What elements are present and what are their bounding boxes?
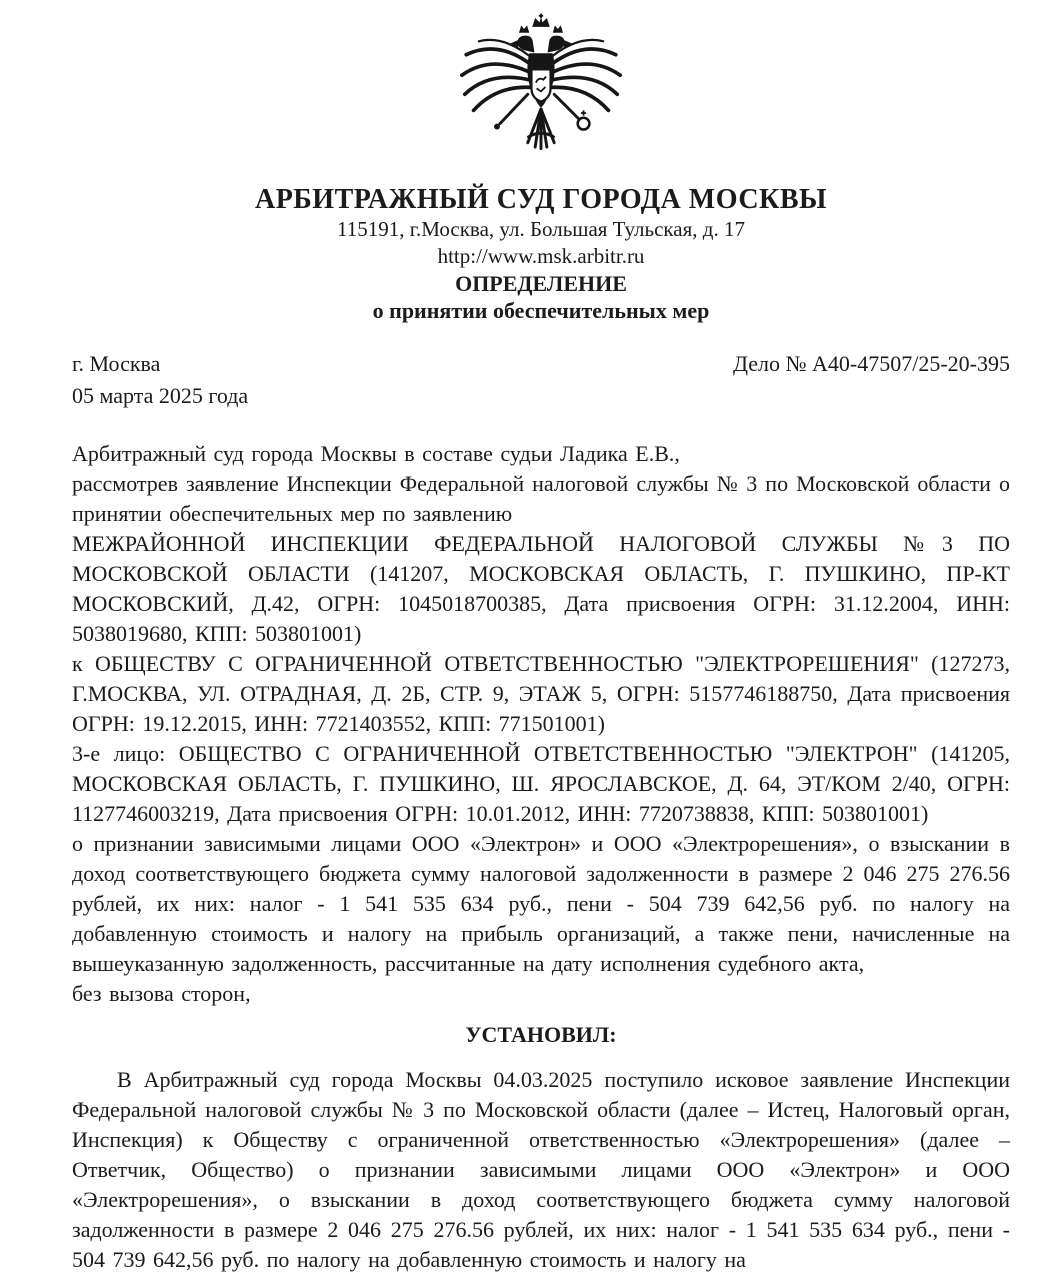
intro-section	[72, 439, 1010, 1009]
court-address: 115191, г.Москва, ул. Большая Тульская, д. 17	[337, 217, 745, 241]
intro-paragraph-judge: Арбитражный суд города Москвы в составе судьи Ладика Е.В.,	[72, 441, 680, 466]
intro-paragraph-application: рассмотрев заявление Инспекции Федеральной налоговой службы № 3 по Московской области о принятии обеспечительных мер по заявлению	[72, 471, 1010, 526]
intro-paragraph-claimant: МЕЖРАЙОННОЙ ИНСПЕКЦИИ ФЕДЕРАЛЬНОЙ НАЛОГОВОЙ СЛУЖБЫ №3 ПО МОСКОВСКОЙ ОБЛАСТИ (141207, МОСКОВСКАЯ ОБЛАСТЬ, Г. ПУШКИНО, ПР-КТ МОСКОВСКИЙ, Д.42, ОГРН: 1045018700385, Дата присвоения ОГРН: 31.12.2004, ИНН: 5038019680, КПП: 503801001)	[72, 531, 1010, 646]
case-city: г. Москва	[72, 351, 161, 376]
coat-of-arms-russia-icon	[72, 12, 1010, 162]
case-header-row	[72, 351, 1010, 409]
ruling-paragraph: В Арбитражный суд города Москвы 04.03.2025 поступило исковое заявление Инспекции Федеральной налоговой службы № 3 по Московской области (далее – Истец, Налоговый орган, Инспекция) к Обществу с ограниченной ответственностью «Электрорешения» (далее – Ответчик, Общество) о признании зависимыми лицами ООО «Электрон» и ООО «Электрорешения», о взыскании в доход соответствующего бюджета сумму налоговой задолженности в размере 2 046 275 276.56 рублей, их них: налог - 1 541 535 634 руб., пени - 504 739 642,56 руб. по налогу на добавленную стоимость и налогу на	[72, 1067, 1010, 1272]
court-name: АРБИТРАЖНЫЙ СУД ГОРОДА МОСКВЫ	[254, 184, 828, 215]
intro-paragraph-without-parties: без вызова сторон,	[72, 981, 251, 1006]
intro-paragraph-respondent: к ОБЩЕСТВУ С ОГРАНИЧЕННОЙ ОТВЕТСТВЕННОСТЬЮ "ЭЛЕКТРОРЕШЕНИЯ" (127273, Г.МОСКВА, УЛ. ОТРАДНАЯ, Д. 2Б, СТР. 9, ЭТАЖ 5, ОГРН: 5157746188750, Дата присвоения ОГРН: 19.12.2015, ИНН: 7721403552, КПП: 771501001)	[72, 651, 1010, 736]
intro-paragraph-third-party: 3-е лицо: ОБЩЕСТВО С ОГРАНИЧЕННОЙ ОТВЕТСТВЕННОСТЬЮ "ЭЛЕКТРОН" (141205, МОСКОВСКАЯ ОБЛАСТЬ, Г. ПУШКИНО, Ш. ЯРОСЛАВСКОЕ, Д. 64, ЭТ/КОМ 2/40, ОГРН: 1127746003219, Дата присвоения ОГРН: 10.01.2012, ИНН: 7720738838, КПП: 503801001)	[72, 741, 1010, 826]
ruling-heading: УСТАНОВИЛ:	[465, 1022, 617, 1047]
case-date: 05 марта 2025 года	[72, 383, 249, 408]
document-subtitle: о принятии обеспечительных мер	[372, 298, 710, 323]
document-type-title: ОПРЕДЕЛЕНИЕ	[455, 271, 627, 296]
intro-paragraph-claim-subject: о признании зависимыми лицами ООО «Электрон» и ООО «Электрорешения», о взыскании в доход соответствующего бюджета сумму налоговой задолженности в размере 2 046 275 276.56 рублей, их них: налог - 1 541 535 634 руб., пени - 504 739 642,56 руб. по налогу на добавленную стоимость и налогу на прибыль организаций, а также пени, начисленные на вышеуказанную задолженность, рассчитанные на дату исполнения судебного акта,	[72, 831, 1010, 976]
court-website: http://www.msk.arbitr.ru	[437, 244, 645, 268]
ruling-section	[72, 1065, 1010, 1275]
case-number: Дело № А40-47507/25-20-395	[733, 351, 1010, 376]
